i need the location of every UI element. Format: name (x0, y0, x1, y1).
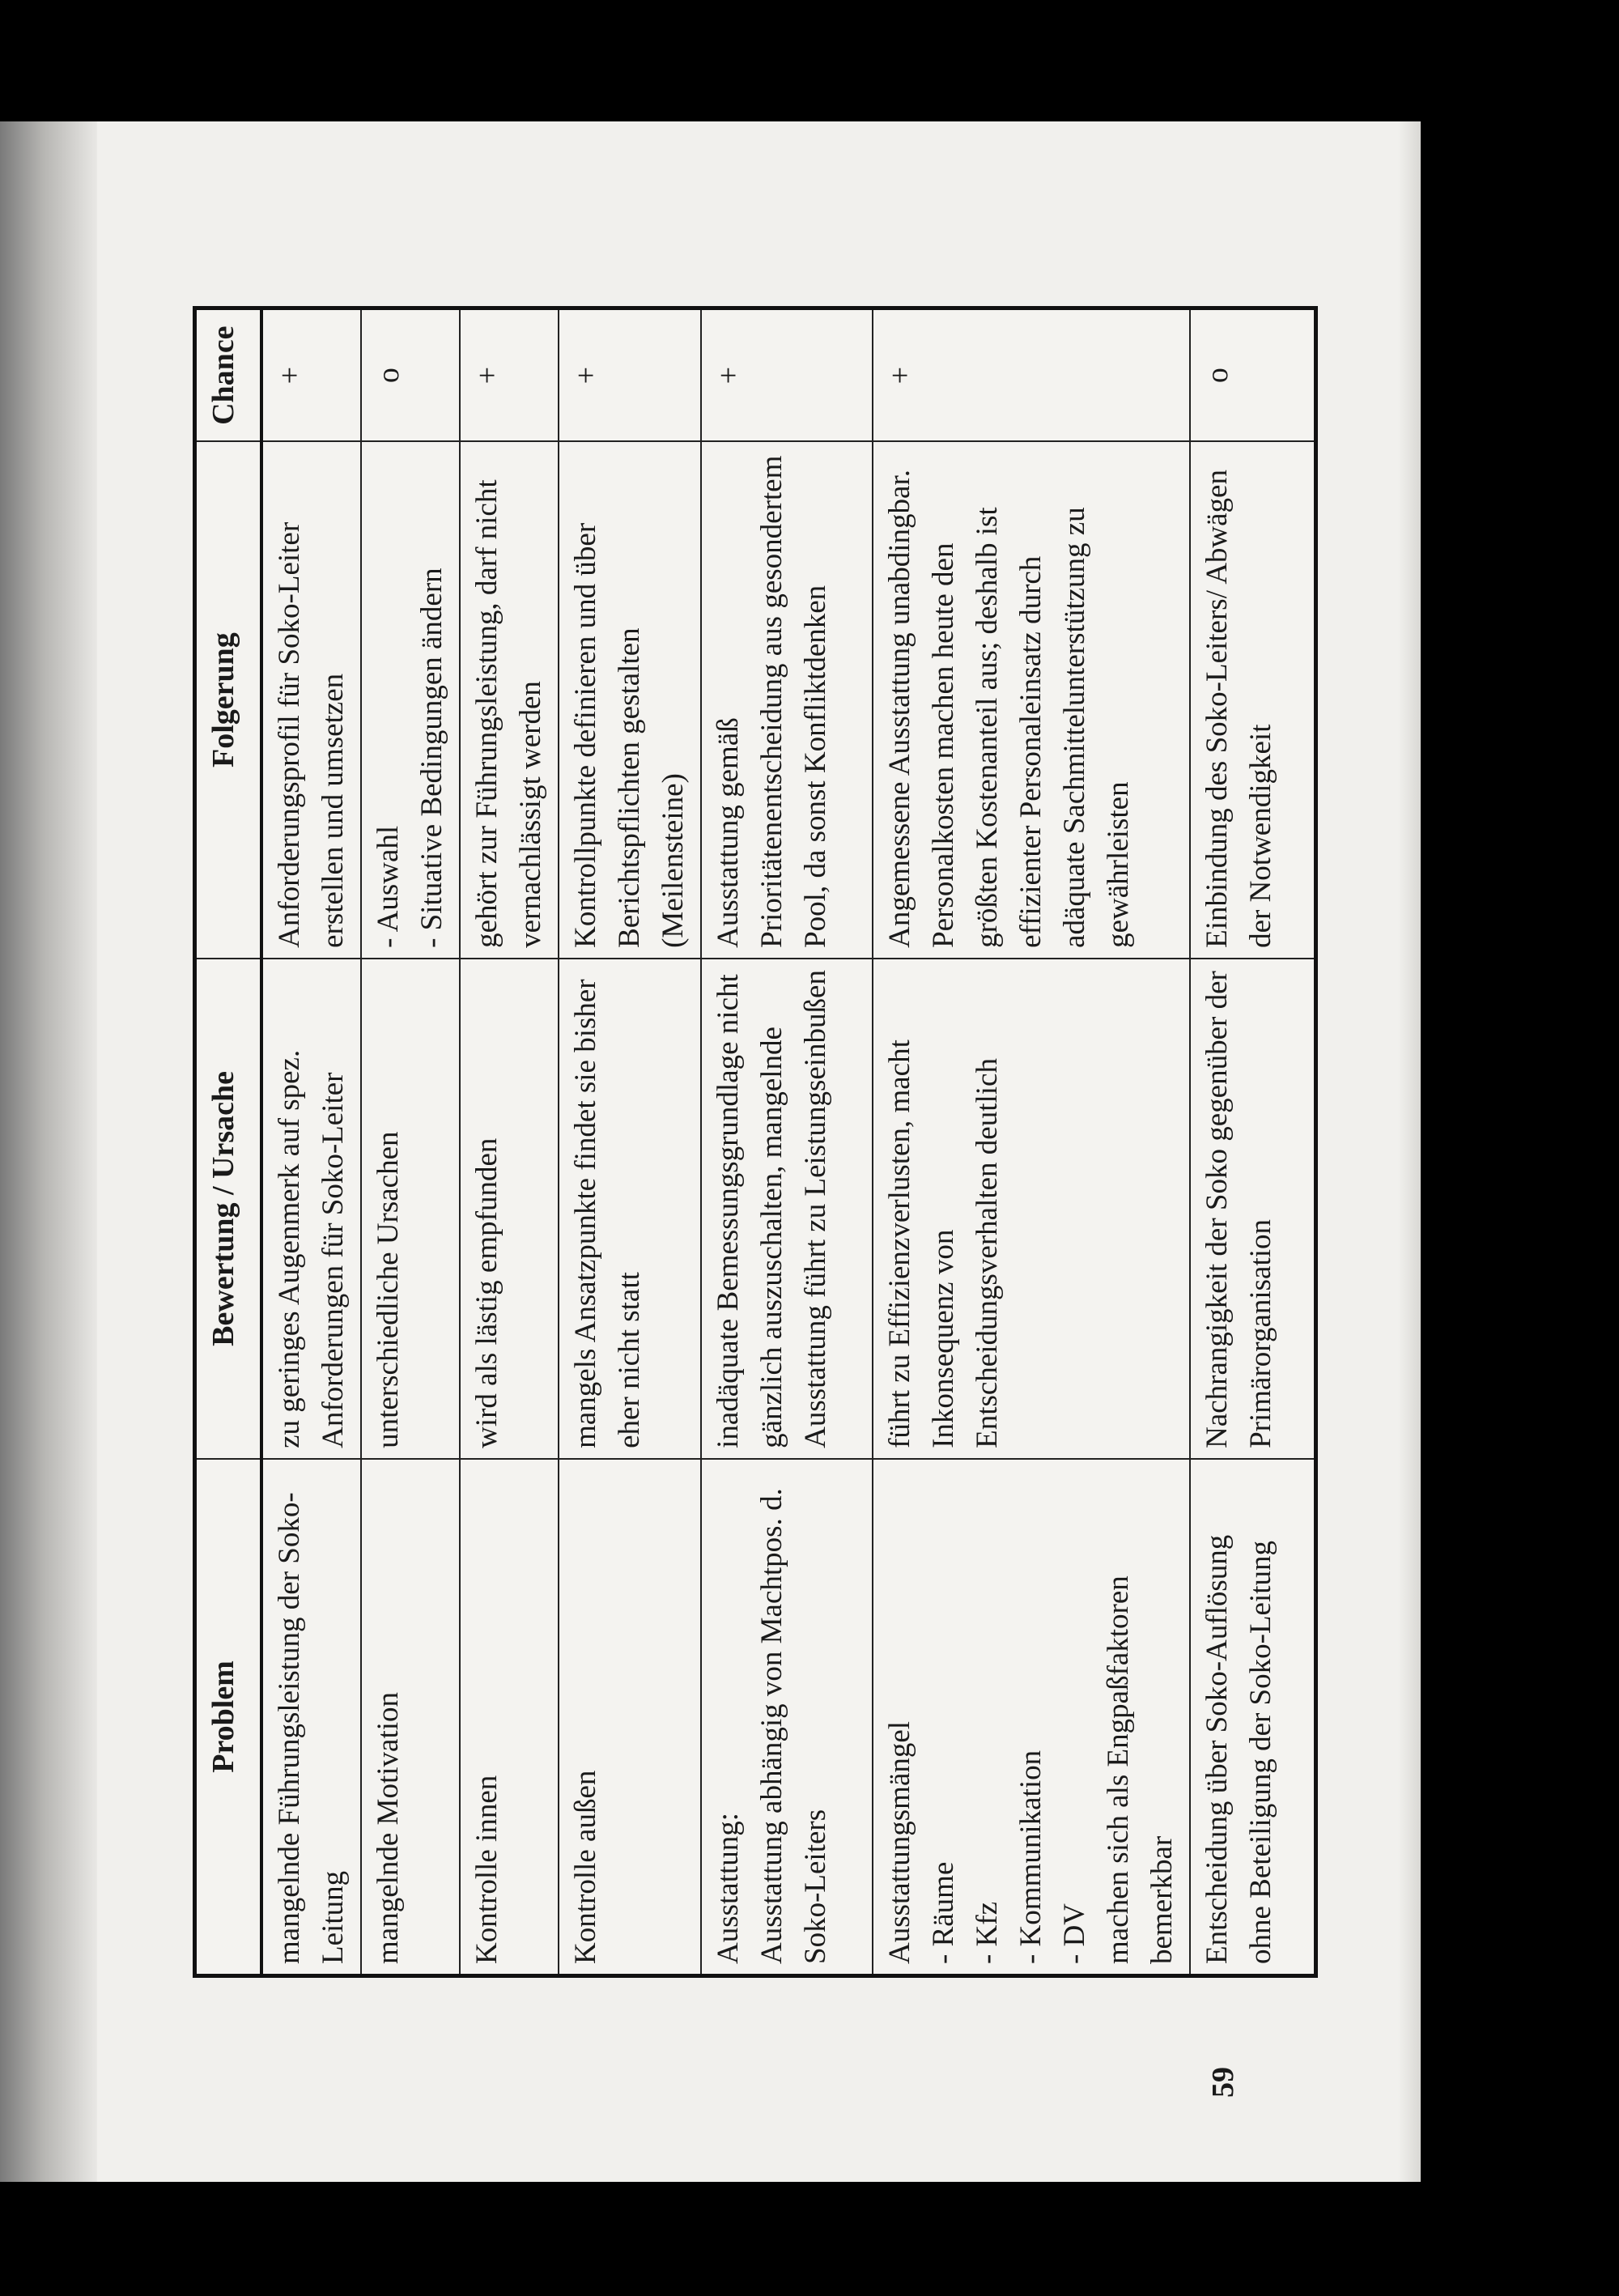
cell-folgerung: Einbindung des Soko-Leiters/ Abwägen der Notwendigkeit (1190, 441, 1315, 959)
cell-bewertung: Nachrangigkeit der Soko gegenüber der Primärorganisation (1190, 959, 1315, 1459)
header-bewertung: Bewertung / Ursache (195, 959, 262, 1459)
cell-problem: Ausstattung: Ausstattung abhängig von Machtpos. d. Soko-Leiters (701, 1459, 873, 1976)
cell-bewertung: zu geringes Augenmerk auf spez. Anforderungen für Soko-Leiter (261, 959, 361, 1459)
cell-chance: o (1190, 308, 1315, 442)
cell-chance: + (460, 308, 559, 442)
table-row (261, 308, 361, 1976)
table-row (701, 308, 873, 1976)
cell-problem: Kontrolle innen (460, 1459, 559, 1976)
cell-folgerung: Anforderungsprofil für Soko-Leiter erstellen und umsetzen (261, 441, 361, 959)
problem-table (193, 306, 1318, 1978)
table-row (559, 308, 701, 1976)
cell-bewertung: unterschiedliche Ursachen (361, 959, 460, 1459)
header-problem: Problem (195, 1459, 262, 1976)
book-page (0, 121, 1421, 2182)
table-row (873, 308, 1190, 1976)
page-number: 59 (1206, 2067, 1240, 2098)
cell-problem: Kontrolle außen (559, 1459, 701, 1976)
cell-problem: Entscheidung über Soko-Auflösung ohne Beteiligung der Soko-Leitung (1190, 1459, 1315, 1976)
cell-problem: Ausstattungsmängel - Räume - Kfz - Kommunikation - DV machen sich als Engpaßfaktoren bemerkbar (873, 1459, 1190, 1976)
cell-folgerung: Kontrollpunkte definieren und über Berichtspflichten gestalten (Meilensteine) (559, 441, 701, 959)
header-chance: Chance (195, 308, 262, 442)
cell-folgerung: Angemessene Ausstattung unabdingbar. Personalkosten machen heute den größten Kostenanteil aus; deshalb ist effizienter Personaleinsatz durch adäquate Sachmittelunterstützung zu gewährleisten (873, 441, 1190, 959)
cell-problem: mangelnde Motivation (361, 1459, 460, 1976)
header-folgerung: Folgerung (195, 441, 262, 959)
cell-folgerung: Ausstattung gemäß Prioritätenentscheidung aus gesondertem Pool, da sonst Konfliktdenken (701, 441, 873, 959)
cell-folgerung: - Auswahl - Situative Bedingungen ändern (361, 441, 460, 959)
cell-chance: o (361, 308, 460, 442)
cell-problem: mangelnde Führungsleistung der Soko-Leitung (261, 1459, 361, 1976)
table-row (460, 308, 559, 1976)
page-edge (1398, 121, 1421, 2182)
page-gutter-shadow (0, 121, 97, 2182)
cell-folgerung: gehört zur Führungsleistung, darf nicht vernachlässigt werden (460, 441, 559, 959)
cell-bewertung: mangels Ansatzpunkte findet sie bisher eher nicht statt (559, 959, 701, 1459)
table-container (193, 306, 1277, 1978)
table-row (361, 308, 460, 1976)
cell-chance: + (261, 308, 361, 442)
table-row (1190, 308, 1315, 1976)
cell-chance: + (873, 308, 1190, 442)
cell-chance: + (701, 308, 873, 442)
cell-chance: + (559, 308, 701, 442)
cell-bewertung: wird als lästig empfunden (460, 959, 559, 1459)
cell-bewertung: inadäquate Bemessungsgrundlage nicht gänzlich auszuschalten, mangelnde Ausstattung führt zu Leistungseinbußen (701, 959, 873, 1459)
table-header-row (195, 308, 262, 1976)
cell-bewertung: führt zu Effizienzverlusten, macht Inkonsequenz von Entscheidungsverhalten deutlich (873, 959, 1190, 1459)
